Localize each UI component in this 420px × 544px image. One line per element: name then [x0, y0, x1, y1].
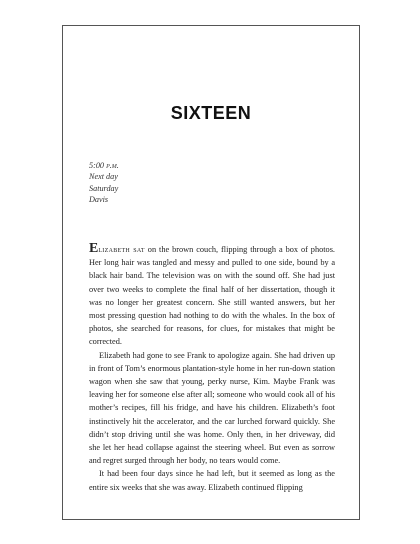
chapter-title: SIXTEEN [170, 103, 252, 123]
drop-cap: E [89, 241, 99, 256]
meta-day: Next day [89, 172, 118, 182]
chapter-meta [89, 160, 119, 206]
book-page [62, 25, 360, 520]
paragraph-1: Elizabeth sat on the brown couch, flipping through a box of photos. Her long hair was tangled and messy and pulled to one side, bound by a black hair band. The television was on with the sound off. She had just over two weeks to complete the final half of her dissertation, though it was no longer her greatest concern. She still wanted answers, but her most pressing question had nothing to do with the whales. In the box of photos, she searched for reasons, for clues, for mistakes that might be corrected. [89, 241, 335, 347]
meta-location: Davis [89, 195, 109, 205]
paragraph-2: Elizabeth had gone to see Frank to apologize again. She had driven up in front of Tom’s enormous plantation-style home in her run-down station wagon when she saw that young, perky nurse, Kim. Maybe Frank was leaving her for someone else after all; someone who would cook all of his mother’s recipes, fill his fridge, and have his children. Elizabeth’s foot instinctively hit the accelerator, and the car lurched forward quickly. She didn’t stop driving until she was home. Only then, in her driveway, did she let her head collapse against the steering wheel. But even as sorrow and regret surged through her body, no tears would come. [89, 350, 335, 466]
lead-in: lizabeth sat [98, 245, 145, 254]
meta-weekday: Saturday [89, 183, 119, 193]
chapter-body [89, 242, 335, 494]
meta-time: 5:00 p.m. [89, 161, 119, 170]
paragraph-3: It had been four days since he had left, but it seemed as long as the entire six weeks that she was away. Elizabeth continued flipping [89, 469, 335, 492]
